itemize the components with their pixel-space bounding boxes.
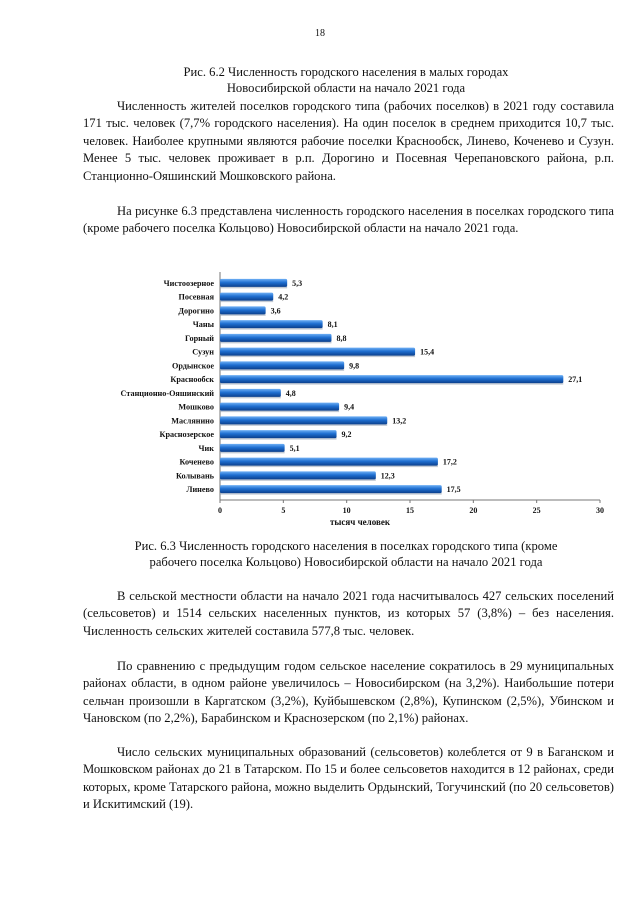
chart-tick-label: 20 [469, 506, 478, 515]
chart-tick-label: 30 [596, 506, 604, 515]
chart-data-label: 8,1 [327, 320, 338, 330]
chart-data-label: 12,3 [380, 471, 395, 481]
chart-category-label: Колывань [175, 471, 214, 481]
chart-bar [220, 361, 344, 369]
chart-category-label: Станционно-Ояшинский [120, 388, 214, 398]
chart-category-label: Чик [198, 443, 214, 453]
figure-caption-6-2-line2: Новосибирской области на начало 2021 года [226, 81, 466, 95]
chart-bars [220, 279, 582, 495]
page-number: 18 [315, 28, 325, 39]
figure-caption-6-3-line2: рабочего поселка Кольцово) Новосибирской области на начало 2021 года [149, 555, 543, 569]
chart-category-label: Маслянино [171, 416, 214, 426]
chart-bar [220, 334, 331, 342]
figure-caption-6-3-line1: Рис. 6.3 Численность городского населения в поселках городского типа (кроме [134, 539, 558, 553]
paragraph-3: В сельской местности области на начало 2021 года насчитывалось 427 сельских поселений (сельсоветов) и 1514 сельских населенных пунктов, из которых 57 (3,8%) – без населения. Численность сельских жителей составила 577,8 тыс. человек. [83, 589, 614, 638]
chart-bar [220, 320, 323, 328]
chart-category-label: Горный [185, 333, 214, 343]
population-bar-chart [90, 270, 610, 532]
chart-category-label: Чистоозерное [163, 278, 214, 288]
chart-tick-label: 5 [281, 506, 286, 515]
chart-data-label: 13,2 [392, 416, 407, 426]
chart-category-label: Линево [186, 485, 214, 495]
chart-category-label: Ордынское [171, 361, 214, 371]
chart-tick-label: 0 [218, 506, 222, 515]
chart-data-label: 27,1 [568, 375, 583, 385]
chart-bar [220, 293, 273, 301]
chart-data-label: 15,4 [420, 347, 435, 357]
chart-data-label: 5,3 [292, 278, 303, 288]
chart-data-label: 9,2 [341, 430, 352, 440]
chart-category-label: Мошково [178, 402, 214, 412]
chart-category-label: Сузун [192, 347, 214, 357]
chart-bar [220, 458, 438, 466]
chart-bar [220, 389, 281, 397]
chart-bar [220, 348, 415, 356]
chart-bar [220, 471, 376, 479]
chart-data-label: 9,8 [349, 361, 360, 371]
chart-x-ticks [218, 500, 604, 515]
chart-tick-label: 10 [342, 506, 351, 515]
chart-bar [220, 430, 337, 438]
chart-category-label: Краснозерское [159, 430, 214, 440]
chart-bar [220, 403, 339, 411]
chart-category-label: Коченево [179, 457, 214, 467]
chart-bar [220, 416, 387, 424]
chart-category-label: Дорогино [178, 306, 214, 316]
chart-bar [220, 306, 266, 314]
chart-data-label: 4,2 [278, 292, 289, 302]
chart-data-label: 3,6 [270, 306, 281, 316]
chart-data-label: 17,5 [446, 485, 461, 495]
chart-data-label: 8,8 [336, 333, 347, 343]
paragraph-4: По сравнению с предыдущим годом сельское население сократилось в 29 муниципальных районах области, в одном районе увеличилось – Новосибирском (на 3,2%). Наибольшие потери сельчан произошли в Каргатском (3,2%), Куйбышевском (2,8%), Купинском (2,5%), Убинском и Чановском (по 2,2%), Барабинском и Краснозерском (по 2,1%) районах. [83, 659, 614, 726]
chart-bar [220, 444, 285, 452]
chart-bar [220, 279, 287, 287]
chart-data-label: 5,1 [289, 443, 300, 453]
chart-tick-label: 25 [532, 506, 541, 515]
figure-caption-6-3 [80, 538, 612, 570]
chart-data-label: 4,8 [285, 388, 296, 398]
figure-caption-6-2-line1: Рис. 6.2 Численность городского населения в малых городах [183, 65, 509, 79]
paragraph-2: На рисунке 6.3 представлена численность городского населения в поселках городского типа (кроме рабочего поселка Кольцово) Новосибирской области на начало 2021 года. [83, 204, 614, 236]
chart-category-label: Посевная [178, 292, 214, 302]
paragraph-1: Численность жителей поселков городского типа (рабочих поселков) в 2021 году составила 171 тыс. человек (7,7% городского населения). На один поселок в среднем приходится 10,7 тыс. человек. Наиболее крупными являются рабочие поселки Краснообск, Линево, Коченево и Сузун. Менее 5 тыс. человек проживает в р.п. Дорогино и Посевная Черепановского района, р.п. Станционно-Ояшинский Мошковского района. [83, 99, 614, 183]
chart-bar [220, 485, 442, 493]
chart-category-label: Краснообск [170, 375, 214, 385]
chart-data-label: 9,4 [344, 402, 355, 412]
paragraph-5: Число сельских муниципальных образований (сельсоветов) колеблется от 9 в Баганском и Мошковском районах до 21 в Татарском. По 15 и более сельсоветов находится в 12 районах, среди которых, кроме Татарского района, можно выделить Ордынский, Тогучинский (по 20 сельсоветов) и Искитимский (19). [83, 745, 614, 812]
chart-data-label: 17,2 [442, 457, 457, 467]
figure-caption-6-2 [80, 64, 612, 96]
chart-category-labels [121, 279, 215, 494]
chart-bar [220, 375, 563, 383]
chart-tick-label: 15 [406, 506, 414, 515]
chart-category-label: Чаны [192, 320, 214, 330]
chart-x-axis-label: тысяч человек [329, 517, 391, 527]
